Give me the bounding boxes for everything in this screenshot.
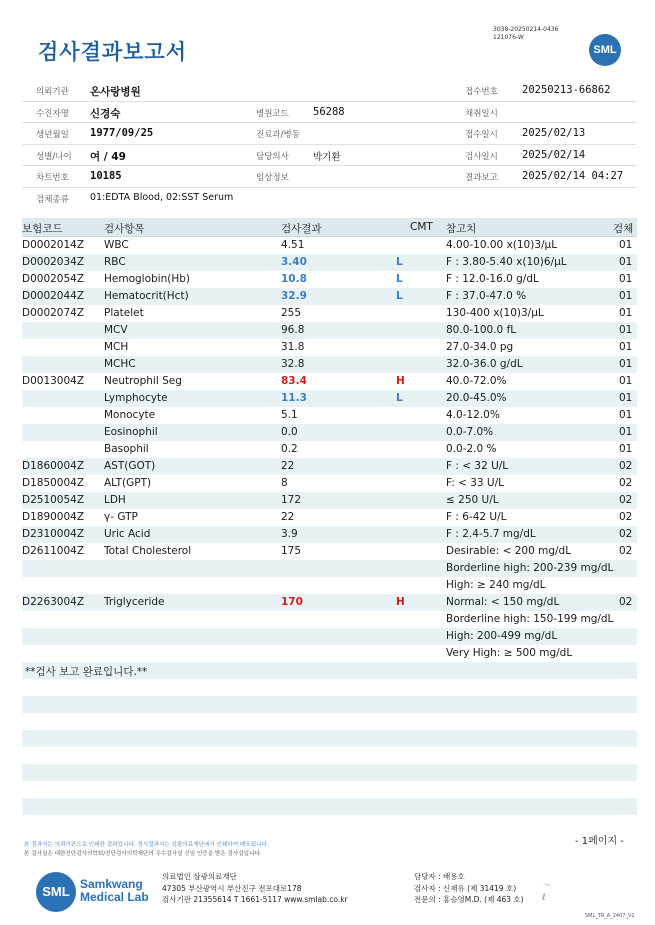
cell-result: 8 (281, 477, 288, 489)
table-row (22, 441, 637, 458)
table-body (22, 237, 637, 662)
cell-result: 255 (281, 307, 302, 319)
cell-result: 172 (281, 494, 302, 506)
empty-row (22, 730, 637, 747)
cell-specimen: 01 (619, 341, 633, 353)
table-row (22, 288, 637, 305)
cell-specimen: 02 (619, 545, 633, 557)
table-row (22, 594, 637, 611)
dob-label: 생년월일 (36, 130, 69, 140)
cell-item: AST(GOT) (104, 460, 156, 472)
institution-value: 온사랑병원 (90, 86, 141, 98)
cell-flag: L (396, 256, 403, 268)
info-row (22, 123, 637, 145)
cell-item: WBC (104, 239, 129, 251)
info-row (22, 102, 637, 124)
receipt-date-label: 접수일시 (465, 130, 498, 140)
cell-result: 96.8 (281, 324, 305, 336)
cell-item: MCV (104, 324, 128, 336)
cell-reference: Borderline high: 200-239 mg/dL (446, 562, 614, 574)
report-date-label: 결과보고 (465, 173, 498, 183)
table-row (22, 628, 637, 645)
staff-info: 담당자 : 배용호 검사자 : 신재유 (제 31419 호) 전문의 : 홍승영M.D. (제 463 호) 〜ℓ︎ (414, 872, 552, 904)
table-row (22, 424, 637, 441)
table-row (22, 407, 637, 424)
cell-specimen: 01 (619, 324, 633, 336)
cell-item: Hemoglobin(Hb) (104, 273, 191, 285)
cell-code: D1860004Z (22, 460, 85, 472)
hospital-code-label: 병원코드 (256, 108, 289, 119)
cell-code: D2310004Z (22, 528, 85, 540)
cell-reference: 20.0-45.0% (446, 392, 507, 404)
cell-reference: Very High: ≥ 500 mg/dL (446, 647, 573, 659)
cell-specimen: 01 (619, 375, 633, 387)
cell-specimen: 01 (619, 256, 633, 268)
cell-result: 3.9 (281, 528, 298, 540)
cell-specimen: 02 (619, 511, 633, 523)
empty-row (22, 713, 637, 730)
cell-specimen: 02 (619, 596, 633, 608)
cell-specimen: 02 (619, 528, 633, 540)
table-row (22, 271, 637, 288)
cell-code: D2510054Z (22, 494, 85, 506)
cell-item: Monocyte (104, 409, 156, 421)
cell-code: D1850004Z (22, 477, 85, 489)
header-item: 검사항목 (104, 223, 145, 235)
cell-reference: F : 12.0-16.0 g/dL (446, 273, 539, 285)
cell-item: Neutrophil Seg (104, 375, 182, 387)
test-date-label: 검사일시 (465, 151, 498, 162)
report-title: 검사결과보고서 (38, 40, 188, 64)
cell-reference: 0.0-7.0% (446, 426, 494, 438)
cell-code: D0002054Z (22, 273, 85, 285)
cell-result: 0.0 (281, 426, 298, 438)
cell-item: γ- GTP (104, 511, 138, 523)
cell-reference: F: < 33 U/L (446, 477, 505, 489)
cell-result: 175 (281, 545, 302, 557)
header-spec: 검체 (613, 223, 634, 235)
table-row (22, 645, 637, 662)
report-date-value: 2025/02/14 04:27 (522, 170, 624, 182)
header-cmt: CMT (410, 221, 433, 233)
cell-code: D1890004Z (22, 511, 85, 523)
completion-note: **검사 보고 완료입니다.** (25, 666, 148, 678)
table-row (22, 492, 637, 509)
cell-code: D0002074Z (22, 307, 85, 319)
blank-rows (22, 679, 637, 832)
table-row (22, 390, 637, 407)
table-row (22, 611, 637, 628)
cell-code: D2611004Z (22, 545, 85, 557)
specimen-value: 01:EDTA Blood, 02:SST Serum (90, 191, 234, 203)
cell-reference: 130-400 x(10)3/μL (446, 307, 544, 319)
cell-result: 11.3 (281, 392, 307, 404)
cell-reference: ≤ 250 U/L (446, 494, 499, 506)
cell-code: D0013004Z (22, 375, 85, 387)
receipt-date-value: 2025/02/13 (522, 127, 586, 139)
cell-reference: 32.0-36.0 g/dL (446, 358, 523, 370)
cell-code: D0002034Z (22, 256, 85, 268)
cell-reference: F : < 32 U/L (446, 460, 509, 472)
cell-reference: 27.0-34.0 pg (446, 341, 514, 353)
cell-item: Hematocrit(Hct) (104, 290, 189, 302)
institution-label: 의뢰기관 (36, 87, 69, 97)
table-row (22, 237, 637, 254)
info-row (22, 145, 637, 167)
cell-result: 32.8 (281, 358, 305, 370)
cell-item: Basophil (104, 443, 149, 455)
table-row (22, 577, 637, 594)
cell-result: 0.2 (281, 443, 298, 455)
table-row (22, 322, 637, 339)
cell-specimen: 01 (619, 290, 633, 302)
cell-reference: Normal: < 150 mg/dL (446, 596, 560, 608)
cell-reference: High: 200-499 mg/dL (446, 630, 558, 642)
footer-notes: 본 결과지는 의뢰기관으로 인쇄한 결과입니다. 정식결과지는 삼광의료재단에서 인쇄하여 배포됩니다. 본 검사실은 대한진단검사의학회/진단검사의학재단의 우수검사실 신임 인증을 받은 검사실입니다. (24, 842, 269, 857)
cell-reference: 4.00-10.00 x(10)3/μL (446, 239, 558, 251)
cell-result: 83.4 (281, 375, 307, 387)
cell-flag: H (396, 375, 405, 387)
completion-row (22, 662, 637, 679)
sex-age-value: 여 / 49 (90, 150, 126, 163)
name-label: 수진자명 (36, 108, 69, 119)
cell-specimen: 01 (619, 307, 633, 319)
info-row (22, 166, 637, 188)
info-row (22, 188, 637, 209)
cell-reference: F : 2.4-5.7 mg/dL (446, 528, 536, 540)
collect-date-label: 채취일시 (465, 108, 498, 119)
results-table (22, 218, 637, 832)
empty-row (22, 696, 637, 713)
chart-no-value: 10185 (90, 170, 122, 182)
empty-row (22, 679, 637, 696)
cell-specimen: 01 (619, 426, 633, 438)
document-id: 3038-20250214-0436 121076-W (493, 26, 559, 41)
cell-reference: 80.0-100.0 fL (446, 324, 517, 336)
cell-specimen: 01 (619, 358, 633, 370)
cell-code: D2263004Z (22, 596, 85, 608)
cell-flag: H (396, 596, 405, 608)
table-row (22, 543, 637, 560)
patient-info (22, 80, 637, 208)
cell-result: 5.1 (281, 409, 298, 421)
cell-specimen: 02 (619, 460, 633, 472)
cell-result: 22 (281, 511, 295, 523)
dept-label: 진료과/병동 (256, 130, 300, 140)
name-value: 신경숙 (90, 107, 121, 120)
cell-code: D0002044Z (22, 290, 85, 302)
cell-code: D0002014Z (22, 239, 85, 251)
table-row (22, 560, 637, 577)
test-date-value: 2025/02/14 (522, 148, 586, 161)
table-header (22, 218, 637, 237)
cell-result: 10.8 (281, 273, 307, 285)
cell-reference: F : 3.80-5.40 x(10)6/μL (446, 256, 567, 268)
receipt-no-label: 접수번호 (465, 87, 498, 97)
cell-reference: 40.0-72.0% (446, 375, 507, 387)
cell-specimen: 02 (619, 477, 633, 489)
signature-icon: 〜ℓ︎ (542, 881, 552, 903)
table-row (22, 509, 637, 526)
sml-logo-icon: SML (36, 872, 76, 912)
empty-row (22, 764, 637, 781)
receipt-no-value: 20250213-66862 (522, 84, 611, 96)
cell-reference: High: ≥ 240 mg/dL (446, 579, 546, 591)
cell-flag: L (396, 273, 403, 285)
cell-result: 170 (281, 596, 303, 608)
table-row (22, 458, 637, 475)
cell-reference: Borderline high: 150-199 mg/dL (446, 613, 614, 625)
cell-specimen: 02 (619, 494, 633, 506)
cell-result: 31.8 (281, 341, 305, 353)
table-row (22, 526, 637, 543)
table-row (22, 356, 637, 373)
empty-row (22, 781, 637, 798)
info-row (22, 80, 637, 102)
cell-reference: F : 6-42 U/L (446, 511, 507, 523)
empty-row (22, 747, 637, 764)
cell-specimen: 01 (619, 273, 633, 285)
cell-flag: L (396, 392, 403, 404)
empty-row (22, 798, 637, 815)
table-row (22, 475, 637, 492)
cell-item: MCHC (104, 358, 136, 370)
cell-item: ALT(GPT) (104, 477, 152, 489)
cell-item: RBC (104, 256, 126, 268)
cell-item: Lymphocyte (104, 392, 168, 404)
doctor-label: 담당의사 (256, 151, 289, 162)
sml-logo-icon: SML (589, 34, 621, 66)
clinical-label: 임상정보 (256, 173, 289, 183)
cell-item: Eosinophil (104, 426, 158, 438)
cell-specimen: 01 (619, 239, 633, 251)
cell-result: 32.9 (281, 290, 307, 302)
cell-reference: Desirable: < 200 mg/dL (446, 545, 572, 557)
table-row (22, 305, 637, 322)
header-ref: 참고치 (446, 223, 477, 235)
hospital-code-value: 56288 (313, 105, 345, 118)
specimen-label: 검체종류 (36, 194, 69, 205)
dob-value: 1977/09/25 (90, 127, 154, 139)
cell-item: Total Cholesterol (104, 545, 192, 557)
cell-flag: L (396, 290, 403, 302)
cell-item: MCH (104, 341, 129, 353)
header-result: 검사결과 (281, 223, 322, 235)
empty-row (22, 815, 637, 832)
chart-no-label: 차트번호 (36, 173, 69, 183)
cell-item: Platelet (104, 307, 144, 319)
cell-specimen: 01 (619, 443, 633, 455)
sex-age-label: 성별/나이 (36, 151, 72, 162)
cell-result: 4.51 (281, 239, 305, 251)
cell-result: 22 (281, 460, 295, 472)
cell-reference: F : 37.0-47.0 % (446, 290, 527, 302)
cell-result: 3.40 (281, 256, 307, 268)
institution-info: 의료법인 삼광의료재단 47305 부산광역시 부산진구 전포대로178 검사기관 21355614 T 1661-5117 www.smlab.co.kr (162, 872, 348, 904)
table-row (22, 373, 637, 390)
page-number: - 1페이지 - (575, 836, 624, 847)
table-row (22, 254, 637, 271)
header-code: 보험코드 (22, 223, 63, 235)
cell-item: Triglyceride (104, 596, 165, 608)
doctor-value: 박기환 (313, 151, 341, 163)
cell-item: Uric Acid (104, 528, 151, 540)
cell-reference: 0.0-2.0 % (446, 443, 497, 455)
cell-specimen: 01 (619, 409, 633, 421)
table-row (22, 339, 637, 356)
form-version: SML_TR_A_2407_V1 (585, 913, 635, 919)
cell-item: LDH (104, 494, 126, 506)
cell-reference: 4.0-12.0% (446, 409, 500, 421)
cell-specimen: 01 (619, 392, 633, 404)
